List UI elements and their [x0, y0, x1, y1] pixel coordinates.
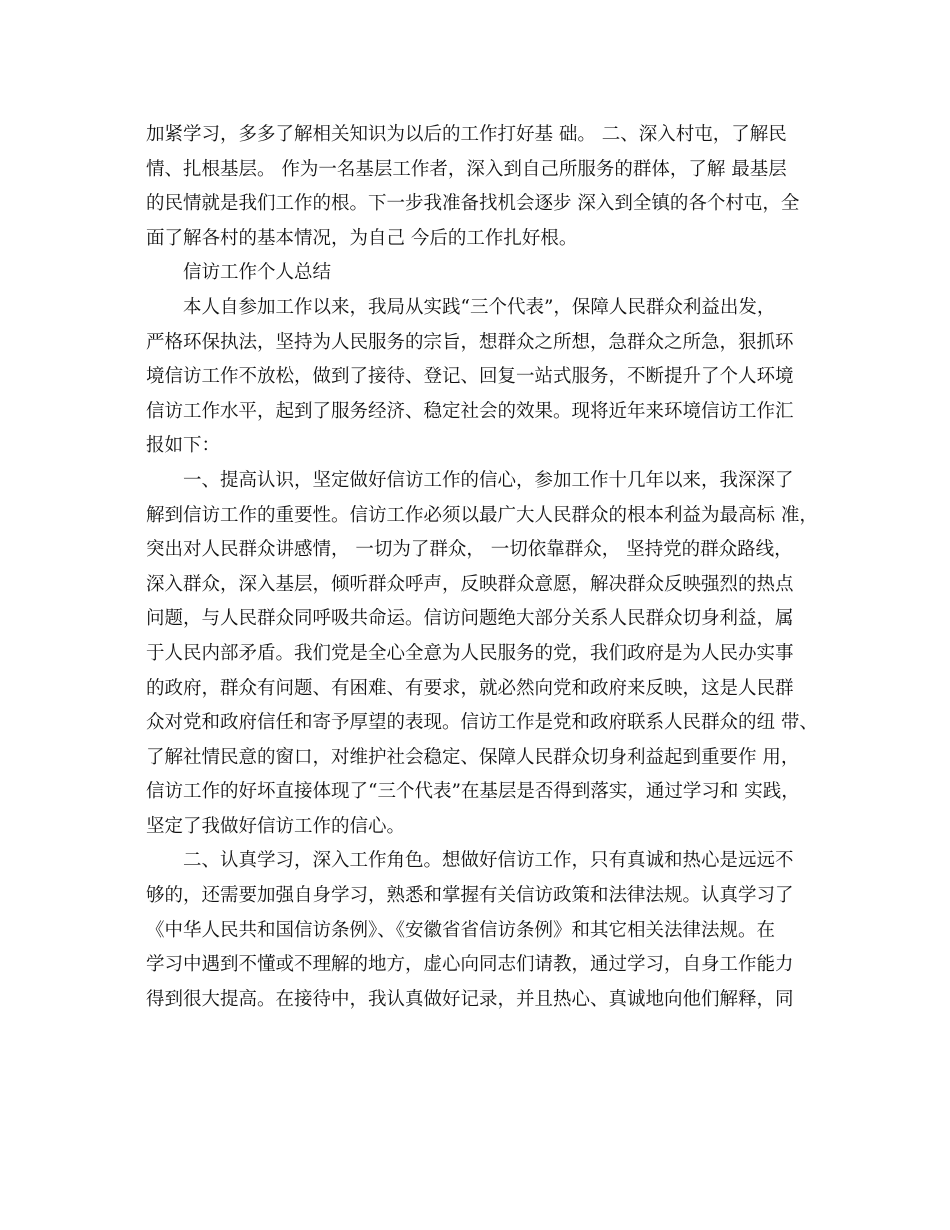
text-line: 二、认真学习，深入工作角色。想做好信访工作，只有真诚和热心是远远不 — [183, 850, 794, 872]
text-line: 了解社情民意的窗口，对维护社会稳定、保障人民群众切身利益起到重要作 用， — [146, 746, 800, 768]
text-line: 的政府，群众有问题、有困难、有要求，就必然向党和政府来反映，这是人民群 — [146, 677, 794, 699]
text-line: 面了解各村的基本情况，为自己 今后的工作扎好根。 — [146, 227, 578, 249]
text-line: 一、提高认识，坚定做好信访工作的信心，参加工作十几年以来，我深深了 — [183, 469, 794, 491]
text-line: 学习中遇到不懂或不理解的地方，虚心向同志们请教，通过学习，自身工作能力 — [146, 954, 794, 976]
text-line: 严格环保执法，坚持为人民服务的宗旨，想群众之所想，急群众之所急，狠抓环 — [146, 331, 794, 353]
text-line: 深入群众，深入基层，倾听群众呼声，反映群众意愿，解决群众反映强烈的热点 — [146, 573, 794, 595]
text-line: 问题，与人民群众同呼吸共命运。信访问题绝大部分关系人民群众切身利益，属 — [146, 608, 794, 630]
text-line: 本人自参加工作以来，我局从实践“三个代表”，保障人民群众利益出发， — [183, 296, 776, 318]
text-line: 于人民内部矛盾。我们党是全心全意为人民服务的党，我们政府是为人民办实事 — [146, 642, 794, 664]
text-line: 《中华人民共和国信访条例》、《安徽省省信访条例》和其它相关法律法规。在 — [146, 919, 776, 941]
text-line: 够的，还需要加强自身学习，熟悉和掌握有关信访政策和法律法规。认真学习了 — [146, 885, 794, 907]
text-line: 的民情就是我们工作的根。下一步我准备找机会逐步 深入到全镇的各个村屯，全 — [146, 193, 800, 215]
text-line: 得到很大提高。在接待中，我认真做好记录，并且热心、真诚地向他们解释，同 — [146, 988, 794, 1010]
text-line: 报如下： — [146, 435, 221, 457]
text-line: 情、扎根基层。 作为一名基层工作者，深入到自己所服务的群体，了解 最基层 — [146, 158, 787, 180]
text-line: 加紧学习，多多了解相关知识为以后的工作打好基 础。 二、深入村屯，了解民 — [146, 124, 787, 145]
text-line: 境信访工作不放松，做到了接待、登记、回复一站式服务，不断提升了个人环境 — [146, 366, 794, 388]
text-line: 信访工作的好坏直接体现了“三个代表”在基层是否得到落实，通过学习和 实践， — [146, 781, 800, 803]
section-heading: 信访工作个人总结 — [183, 262, 332, 284]
text-line: 坚定了我做好信访工作的信心。 — [146, 815, 406, 837]
document-body — [146, 118, 818, 1017]
text-line: 突出对人民群众讲感情， 一切为了群众， 一切依靠群众， 坚持党的群众路线， — [146, 539, 793, 561]
text-line: 信访工作水平，起到了服务经济、稳定社会的效果。现将近年来环境信访工作汇 — [146, 400, 794, 422]
text-line: 解到信访工作的重要性。信访工作必须以最广大人民群众的根本利益为最高标 准， — [146, 504, 818, 526]
text-line: 众对党和政府信任和寄予厚望的表现。信访工作是党和政府联系人民群众的纽 带、 — [146, 712, 818, 734]
